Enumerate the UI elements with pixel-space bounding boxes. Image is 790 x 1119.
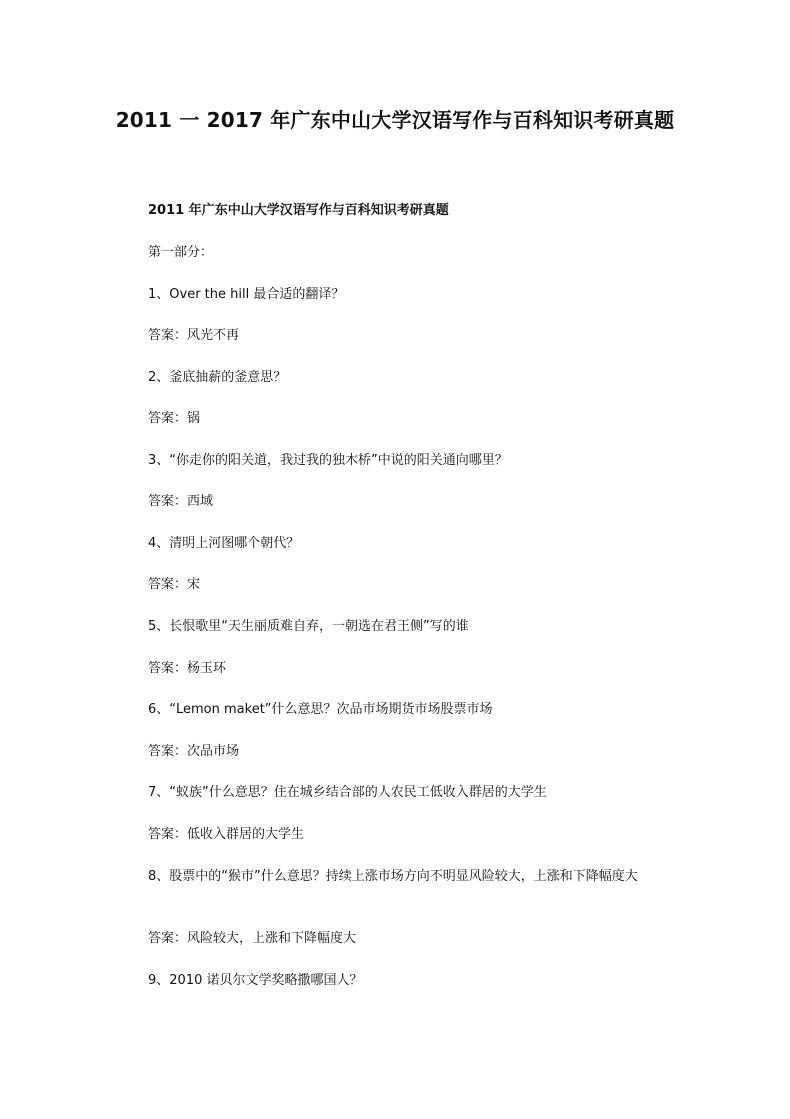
document-title: 2011 一 2017 年广东中山大学汉语写作与百科知识考研真题 [115, 108, 675, 132]
answer-6: 答案：次品市场 [148, 744, 240, 759]
answer-3: 答案：西域 [148, 494, 214, 509]
answer-7: 答案：低收入群居的大学生 [148, 827, 305, 842]
answer-1: 答案：风光不再 [148, 328, 240, 343]
question-8: 8、股票中的“猴市”什么意思？持续上涨市场方向不明显风险较大，上涨和下降幅度大 [148, 869, 638, 884]
answer-5: 答案：杨玉环 [148, 661, 227, 676]
question-6: 6、“Lemon maket”什么意思？次品市场期货市场股票市场 [148, 702, 493, 717]
question-3: 3、“你走你的阳关道，我过我的独木桥”中说的阳关通向哪里？ [148, 453, 508, 468]
question-1: 1、Over the hill 最合适的翻译？ [148, 287, 345, 302]
section-title: 2011 年广东中山大学汉语写作与百科知识考研真题 [148, 203, 449, 218]
question-4: 4、清明上河图哪个朝代？ [148, 536, 300, 551]
part-label: 第一部分： [148, 245, 214, 260]
answer-8: 答案：风险较大，上涨和下降幅度大 [148, 931, 357, 946]
answer-2: 答案：锅 [148, 411, 201, 426]
question-5: 5、长恨歌里“天生丽质难自弃，一朝选在君王侧”写的谁 [148, 619, 469, 634]
question-7: 7、“蚁族”什么意思？住在城乡结合部的人农民工低收入群居的大学生 [148, 785, 547, 800]
question-9: 9、2010 诺贝尔文学奖略撒哪国人？ [148, 973, 363, 988]
answer-4: 答案：宋 [148, 577, 201, 592]
question-2: 2、釜底抽薪的釜意思？ [148, 370, 287, 385]
